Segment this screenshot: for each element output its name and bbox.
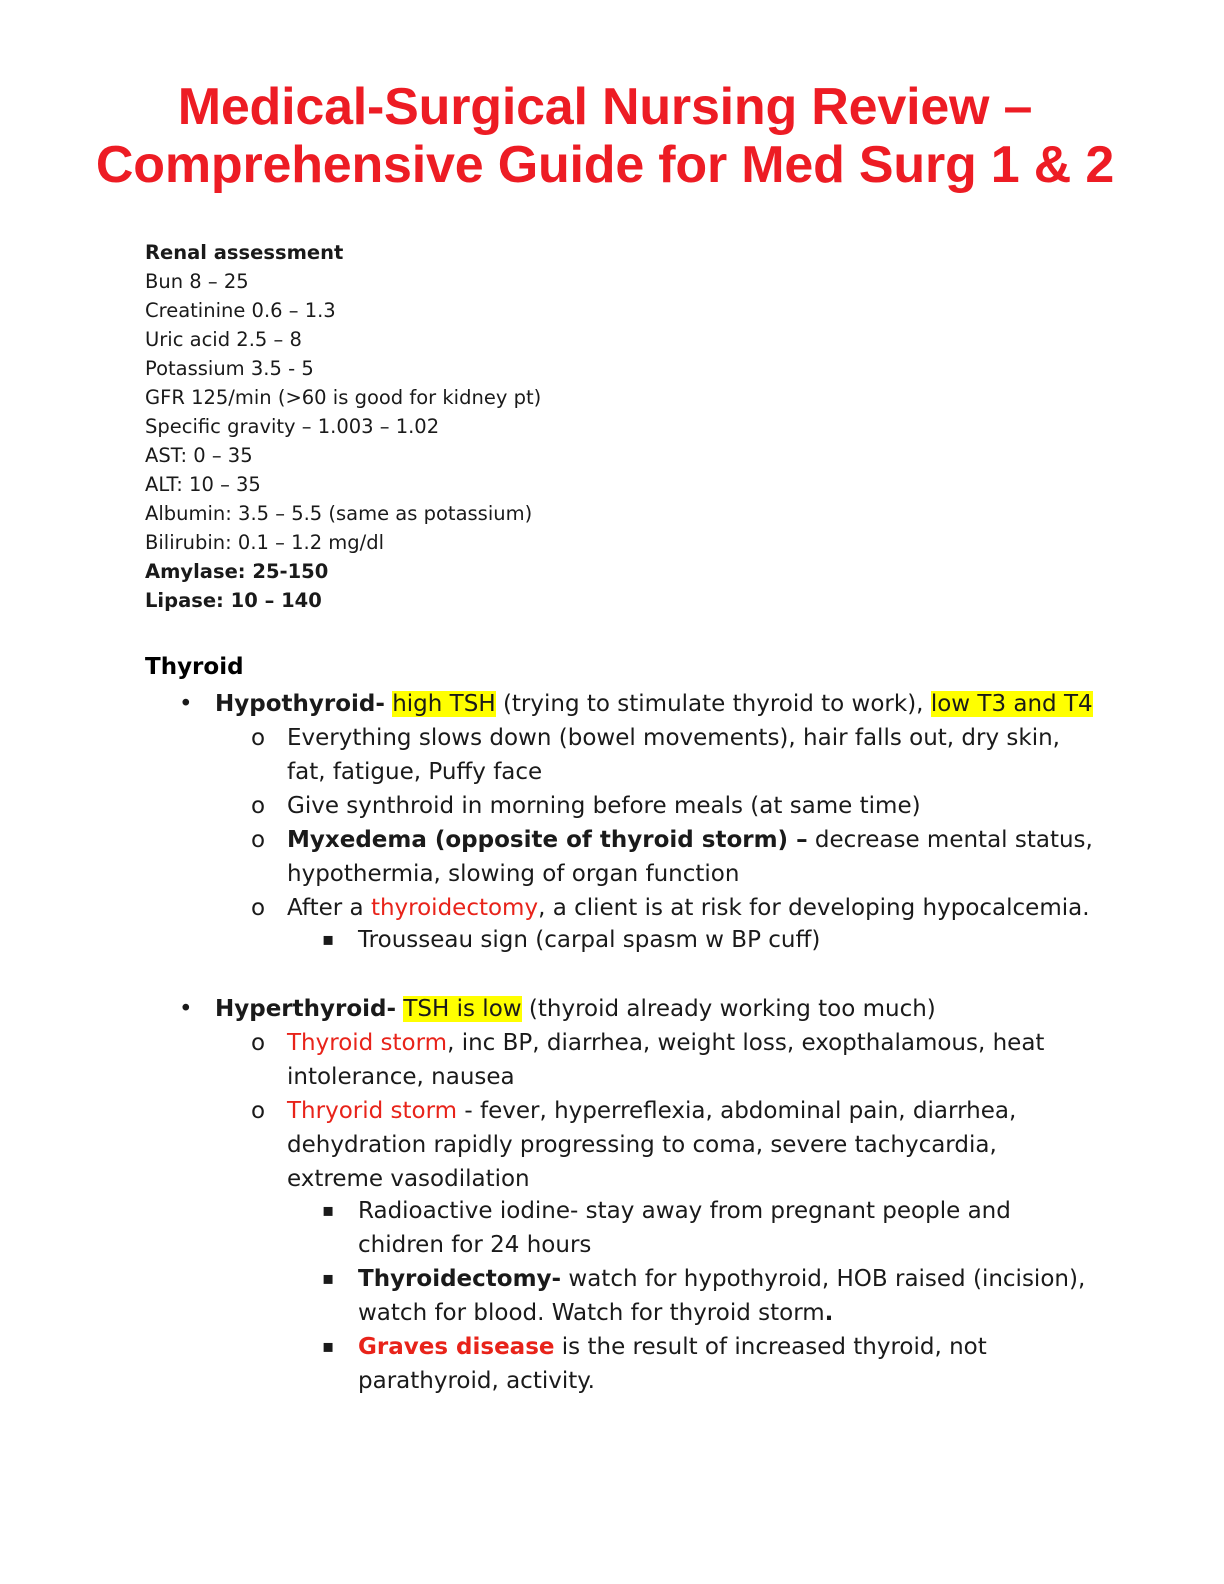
list-item [322, 1194, 1085, 1228]
lab-value-creatinine: Creatinine 0.6 – 1.3 [145, 299, 336, 322]
thryorid-storm-term: Thryorid storm [287, 1098, 458, 1124]
item-continuation: parathyroid, activity. [358, 1368, 595, 1394]
low-t3-t4-highlight: low T3 and T4 [930, 691, 1093, 717]
item-text: Radioactive iodine- stay away from pregnant people and [358, 1198, 1011, 1224]
title-line-1: Medical-Surgical Nursing Review – [177, 78, 1033, 136]
document-title [0, 78, 1210, 194]
item-text: watch for hypothyroid, HOB raised (incision), [568, 1266, 1086, 1292]
bullet-marker: • [179, 996, 193, 1022]
item-continuation: chidren for 24 hours [358, 1232, 592, 1258]
hyperthyroid-subitems [251, 1026, 1045, 1196]
thyroidectomy-label: Thyroidectomy- [358, 1266, 562, 1292]
myxedema-term: Myxedema (opposite of thyroid storm) – [287, 827, 808, 853]
item-text: Trousseau sign (carpal spasm w BP cuff) [358, 927, 821, 953]
high-tsh-highlight: high TSH [392, 691, 496, 717]
list-item [251, 721, 1093, 755]
list-item [251, 789, 1093, 823]
lab-value-ast: AST: 0 – 35 [145, 444, 253, 467]
renal-assessment-list [145, 238, 541, 615]
item-continuation: extreme vasodilation [287, 1166, 530, 1192]
list-item [251, 891, 1093, 925]
title-line-2: Comprehensive Guide for Med Surg 1 & 2 [95, 136, 1115, 194]
item-text: decrease mental status, [814, 827, 1093, 853]
circle-marker: o [251, 1030, 266, 1056]
item-text: is the result of increased thyroid, not [561, 1334, 987, 1360]
circle-marker: o [251, 725, 266, 751]
item-continuation: intolerance, nausea [287, 1064, 515, 1090]
thyroidectomy-term: thyroidectomy [370, 895, 539, 921]
circle-marker: o [251, 793, 266, 819]
lab-value-gfr: GFR 125/min (>60 is good for kidney pt) [145, 386, 542, 409]
item-text: , a client is at risk for developing hypocalcemia. [538, 895, 1090, 921]
list-item [251, 823, 1093, 857]
list-item [322, 1330, 1085, 1364]
item-continuation: hypothermia, slowing of organ function [287, 861, 740, 887]
item-text: Everything slows down (bowel movements), hair falls out, dry skin, [287, 725, 1060, 751]
hypothyroid-subsubitems [322, 923, 821, 957]
hypothyroid-explanation: (trying to stimulate thyroid to work), [502, 691, 924, 717]
item-continuation [358, 1296, 1085, 1330]
item-continuation: fat, fatigue, Puffy face [287, 759, 543, 785]
bold-period: . [824, 1300, 834, 1326]
graves-disease-term: Graves disease [358, 1334, 555, 1360]
circle-marker: o [251, 895, 266, 921]
item-text: watch for blood. Watch for thyroid storm [358, 1300, 825, 1326]
hyperthyroid-bullet-item [179, 992, 936, 1026]
hypothyroid-label: Hypothyroid- [215, 691, 385, 717]
square-marker: ▪ [322, 1336, 335, 1357]
circle-marker: o [251, 1098, 266, 1124]
renal-heading: Renal assessment [145, 241, 344, 264]
thyroid-storm-term: Thyroid storm [287, 1030, 448, 1056]
hypothyroid-section [179, 687, 1093, 721]
hyperthyroid-explanation: (thyroid already working too much) [528, 996, 936, 1022]
item-text: After a [287, 895, 364, 921]
item-text: - fever, hyperreflexia, abdominal pain, diarrhea, [464, 1098, 1017, 1124]
lab-value-albumin: Albumin: 3.5 – 5.5 (same as potassium) [145, 502, 533, 525]
bullet-marker: • [179, 691, 193, 717]
lab-value-alt: ALT: 10 – 35 [145, 473, 261, 496]
lab-value-bun: Bun 8 – 25 [145, 270, 249, 293]
square-marker: ▪ [322, 1200, 335, 1221]
list-item [251, 1094, 1044, 1128]
circle-marker: o [251, 827, 266, 853]
thyroid-heading: Thyroid [145, 654, 244, 680]
lab-value-potassium: Potassium 3.5 - 5 [145, 357, 314, 380]
item-text: Give synthroid in morning before meals (at same time) [287, 793, 921, 819]
hyperthyroid-subsubitems [322, 1194, 1086, 1398]
item-text: , inc BP, diarrhea, weight loss, exopthalamous, heat [447, 1030, 1045, 1056]
lab-value-uric-acid: Uric acid 2.5 – 8 [145, 328, 302, 351]
list-item [322, 1262, 1086, 1296]
lab-value-amylase: Amylase: 25-150 [145, 560, 329, 583]
lab-value-lipase: Lipase: 10 – 140 [145, 589, 322, 612]
hyperthyroid-section [179, 992, 936, 1026]
hypothyroid-bullet-item [179, 687, 1093, 721]
lab-value-specific-gravity: Specific gravity – 1.003 – 1.02 [145, 415, 440, 438]
hypothyroid-subitems [251, 721, 1093, 925]
lab-value-bilirubin: Bilirubin: 0.1 – 1.2 mg/dl [145, 531, 385, 554]
item-continuation: dehydration rapidly progressing to coma, severe tachycardia, [287, 1132, 997, 1158]
list-item [251, 1026, 1045, 1060]
tsh-low-highlight: TSH is low [403, 996, 522, 1022]
list-item [322, 923, 821, 957]
hyperthyroid-label: Hyperthyroid- [215, 996, 397, 1022]
square-marker: ▪ [322, 929, 335, 950]
square-marker: ▪ [322, 1268, 335, 1289]
